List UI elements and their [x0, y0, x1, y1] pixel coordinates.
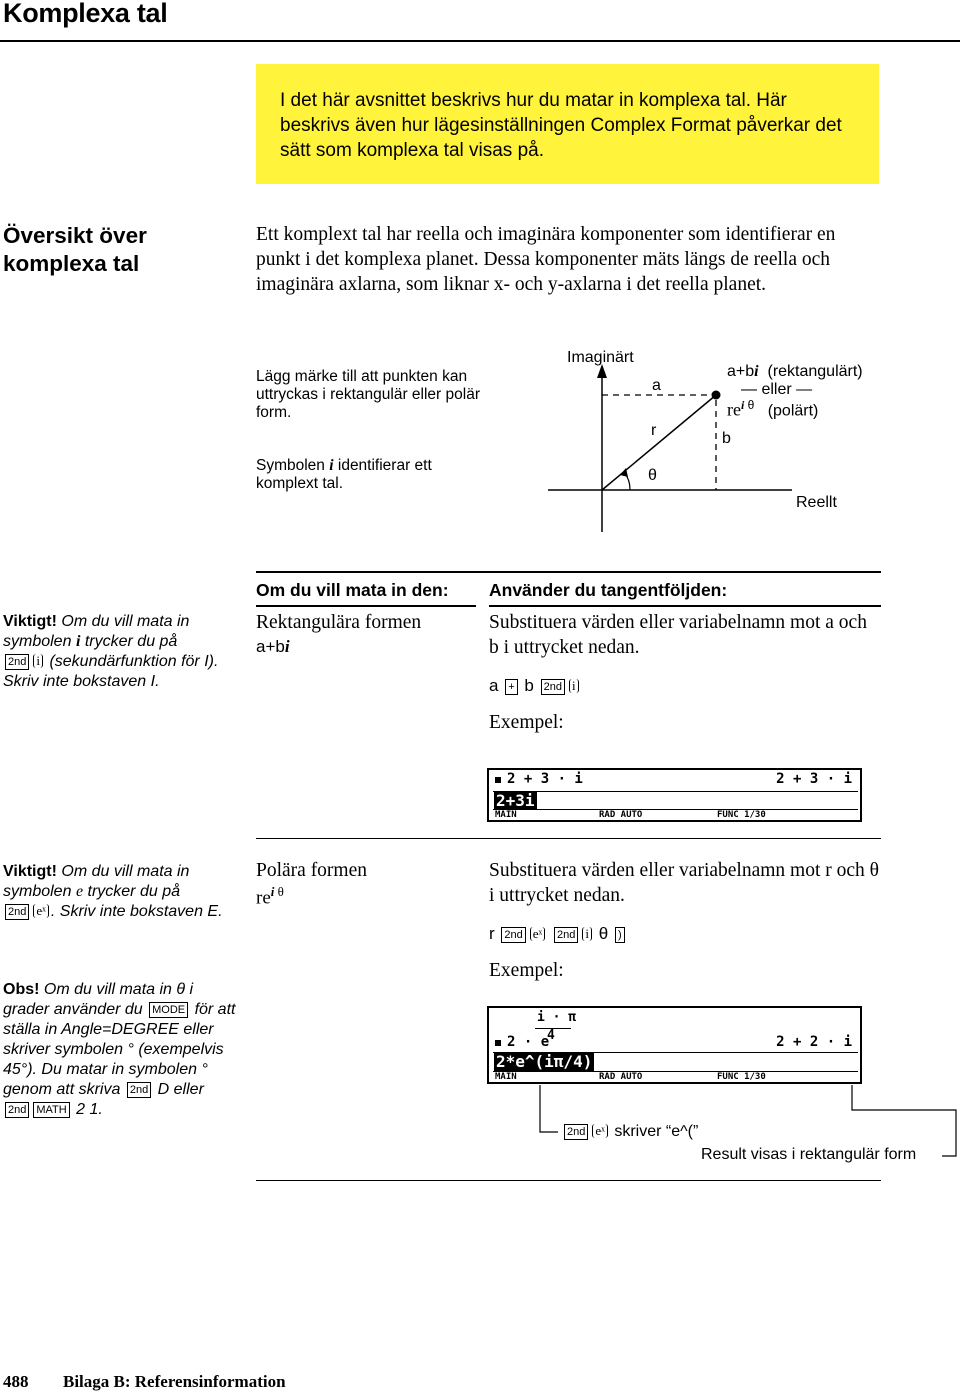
diagram-note-forms: Lägg märke till att punkten kan uttryckas i rektangulär eller polär form.	[256, 368, 480, 421]
label-b: b	[722, 430, 731, 447]
table-bottom-rule	[256, 1180, 881, 1181]
row2-entry-line: 2*e^(iπ/4)	[496, 1052, 593, 1071]
label-r: r	[651, 422, 657, 439]
polar-form-label	[727, 398, 818, 420]
label-a: a	[652, 377, 661, 394]
diagram-note-symbol	[256, 457, 486, 493]
row2-side-text1: Om du vill mata in symbolen	[3, 863, 190, 900]
callout-line-1	[540, 1085, 558, 1132]
section-heading-line2: komplexa tal	[3, 251, 140, 276]
key-ex: eˣ	[530, 927, 546, 941]
key-mode: MODE	[149, 1002, 188, 1018]
status-main: MAIN	[495, 1072, 517, 1082]
row1-expr-i: i	[284, 637, 290, 656]
row1-expr: a+b	[256, 637, 285, 656]
key-2nd: 2nd	[501, 927, 525, 943]
title-rule	[0, 40, 960, 42]
col1-header-rule	[256, 605, 476, 607]
row1-form-title: Rektangulära formen	[256, 612, 422, 633]
section-heading-line1: Översikt över	[3, 223, 147, 248]
obs-text1: Om du vill mata in θ i grader använder du	[3, 981, 194, 1018]
key-2nd: 2nd	[564, 1124, 588, 1140]
seq-theta: θ	[598, 924, 609, 943]
key-i: i	[582, 927, 592, 941]
seq-a: a	[489, 676, 499, 695]
row2-side-bold: Viktigt!	[3, 863, 57, 880]
label-theta: θ	[648, 467, 657, 484]
row1-history-right: 2 + 3 · i	[776, 771, 852, 787]
row1-description: Substituera värden eller variabelnamn mot a och b i uttrycket nedan.	[489, 612, 867, 658]
intro-text: I det här avsnittet beskrivs hur du matar in komplexa tal. Här beskrivs även hur lägesinställningen Complex Format påverkar det sätt som komplexa tal visas på.	[280, 90, 842, 161]
footer-section: Bilaga B: Referensinformation	[63, 1372, 286, 1391]
key-i: i	[569, 679, 579, 693]
overview-paragraph: Ett komplext tal har reella och imaginära komponenter som identifierar en punkt i det komplexa planet. Dessa komponenter mäts längs de reella och imaginära axlarna, som liknar x- och y-axlarna i det reella planet.	[256, 224, 836, 295]
page-title: Komplexa tal	[3, 0, 168, 28]
key-2nd: 2nd	[554, 927, 578, 943]
note-symbol-after: identifierar ett komplext tal.	[256, 457, 432, 492]
col1-header: Om du vill mata in den:	[256, 580, 449, 600]
status-mode: RAD AUTO	[599, 810, 643, 820]
col2-header-rule	[489, 605, 881, 607]
note-symbol-i: i	[329, 457, 334, 474]
status-mode: RAD AUTO	[599, 1072, 643, 1082]
row1-entry-line: 2+3i	[496, 791, 535, 810]
row1-side-sym: i	[75, 633, 81, 650]
section-heading	[3, 222, 223, 278]
key-plus: +	[505, 679, 517, 695]
status-func: FUNC 1/30	[717, 1072, 766, 1082]
obs-text4: 2 1.	[76, 1101, 103, 1118]
row1-calc-screen	[487, 768, 862, 822]
key-math: MATH	[33, 1102, 69, 1118]
polar-theta: θ	[747, 398, 755, 412]
seq-r: r	[489, 924, 495, 943]
polar-i: i	[740, 398, 745, 412]
row2-frac-numerator: i · π	[537, 1010, 577, 1025]
real-axis-label: Reellt	[796, 494, 837, 511]
row1-history-left: 2 + 3 · i	[507, 771, 583, 787]
row2-form-title: Polära formen	[256, 860, 368, 881]
imaginary-axis-label: Imaginärt	[567, 349, 634, 366]
row2-side-text3: . Skriv inte bokstaven E.	[50, 903, 223, 920]
page-number: 488	[3, 1372, 29, 1391]
callout1-text: skriver “e^(”	[614, 1123, 699, 1140]
obs-text3: D eller	[157, 1081, 204, 1098]
row1-side-text3: (sekundärfunktion för I). Skriv inte bokstaven I.	[3, 653, 219, 690]
col2-header: Använder du tangentföljden:	[489, 580, 728, 600]
row1-example-label: Exempel:	[489, 712, 564, 733]
row2-description: Substituera värden eller variabelnamn mot r och θ i uttrycket nedan.	[489, 860, 879, 906]
key-ex: eˣ	[592, 1124, 608, 1138]
key-close-paren: )	[615, 927, 625, 943]
complex-point	[712, 391, 721, 400]
row2-form-expr	[256, 884, 284, 909]
row2-expr-theta: θ	[277, 884, 284, 899]
row2-side-text2: trycker du på	[87, 883, 180, 900]
row1-side-bold: Viktigt!	[3, 613, 57, 630]
row-separator	[256, 838, 881, 839]
key-2nd: 2nd	[541, 679, 565, 695]
row1-side-note	[3, 612, 239, 692]
obs-bold: Obs!	[3, 981, 40, 998]
obs-text2: för att ställa in Angle=DEGREE eller skriver symbolen ° (exempelvis 45°). Du matar in symbolen ° genom att skriva	[3, 1001, 236, 1098]
history-bullet	[495, 777, 501, 783]
row2-side-note	[3, 862, 239, 922]
polar-re: re	[727, 399, 741, 420]
or-label: — eller —	[741, 381, 813, 398]
row2-obs-note	[3, 980, 239, 1120]
rect-i: i	[754, 363, 759, 380]
row2-frac-denominator: 4	[547, 1028, 555, 1043]
seq-b: b	[524, 676, 534, 695]
page-footer	[3, 1372, 286, 1392]
status-func: FUNC 1/30	[717, 810, 766, 820]
row2-expr-i: i	[270, 884, 275, 899]
callout-result-text: Result visas i rektangulär form	[701, 1146, 917, 1163]
row2-calc-screen	[487, 1006, 862, 1084]
row2-expr-re: re	[256, 887, 271, 909]
key-i: i	[33, 654, 43, 668]
rect-expr: a+b	[727, 363, 755, 380]
row1-form-expr	[256, 637, 290, 657]
row2-history-left: 2 · e	[507, 1034, 550, 1050]
key-2nd: 2nd	[127, 1082, 151, 1098]
row2-history-right: 2 + 2 · i	[776, 1034, 852, 1050]
key-2nd: 2nd	[5, 1102, 29, 1118]
polar-label: (polärt)	[767, 402, 819, 420]
key-ex: eˣ	[33, 904, 49, 918]
rect-form-label	[727, 363, 863, 381]
key-2nd: 2nd	[5, 654, 29, 670]
note-symbol-before: Symbolen	[256, 457, 325, 474]
radius-line	[602, 395, 716, 490]
row1-side-text2: trycker du på	[84, 633, 178, 650]
callout-ex-text	[562, 1123, 698, 1141]
key-2nd: 2nd	[5, 904, 29, 920]
row2-example-label: Exempel:	[489, 960, 564, 981]
status-main: MAIN	[495, 810, 517, 820]
row1-side-text1: Om du vill mata in symbolen	[3, 613, 190, 650]
intro-box	[256, 64, 879, 184]
rect-label: (rektangulärt)	[767, 363, 863, 380]
row1-key-sequence	[489, 676, 581, 696]
history-bullet	[495, 1040, 501, 1046]
row2-side-sym: e	[75, 883, 84, 900]
table-top-rule	[256, 571, 881, 573]
row2-key-sequence	[489, 924, 627, 944]
